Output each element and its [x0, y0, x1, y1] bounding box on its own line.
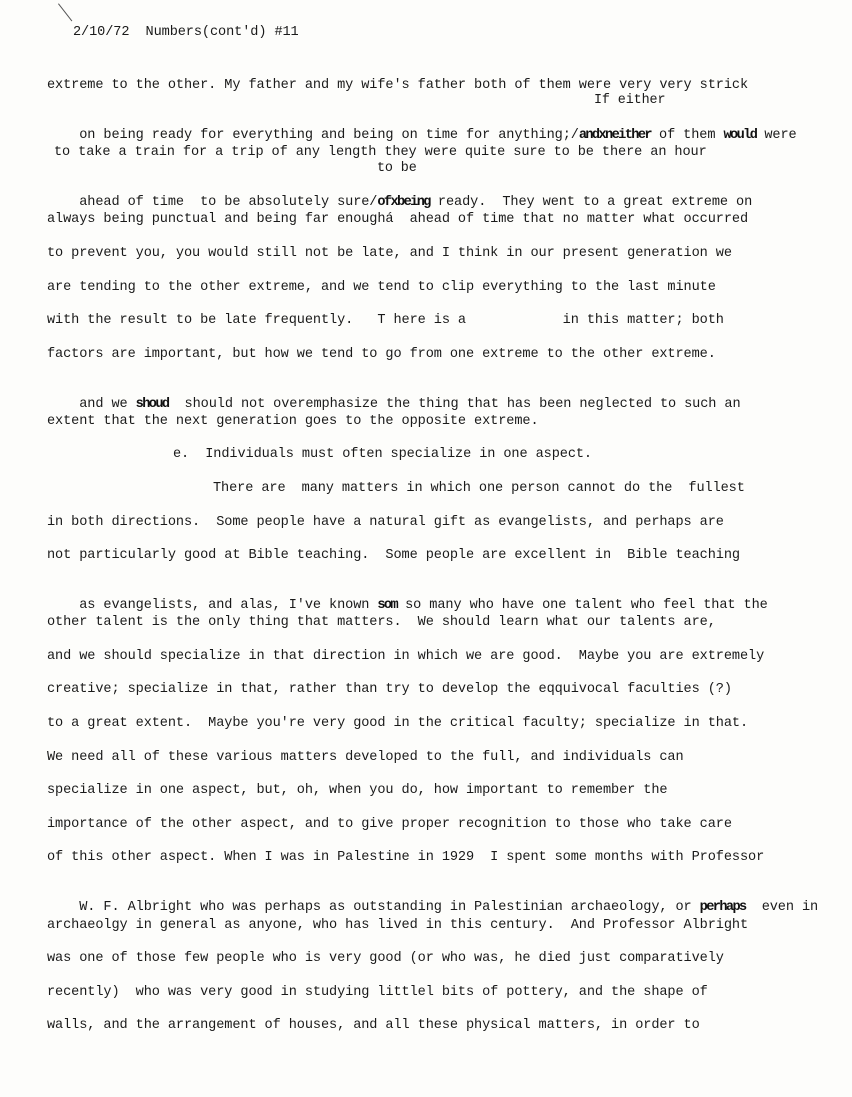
- text-line: and we should specialize in that direction in which we are good. Maybe you are extremely: [47, 649, 765, 664]
- text-line: always being punctual and being far enoughá ahead of time that no matter what occurred: [47, 212, 749, 227]
- text-segment: should not overemphasize the thing that has been neglected to such an: [168, 397, 741, 412]
- text-line: extent that the next generation goes to the opposite extreme.: [47, 414, 539, 429]
- struck-out-text: andxneither: [578, 128, 651, 143]
- inserted-text: If either: [594, 93, 666, 108]
- text-line: was one of those few people who is very good (or who was, he died just comparatively: [47, 951, 724, 966]
- text-segment: so many who have one talent who feel that the: [397, 598, 768, 613]
- inserted-text: to be: [377, 161, 417, 176]
- text-line: to prevent you, you would still not be late, and I think in our present generation we: [47, 246, 732, 261]
- text-segment: ahead of time to be absolutely sure/: [79, 195, 378, 210]
- struck-out-text: would: [723, 128, 757, 143]
- text-line: walls, and the arrangement of houses, and all these physical matters, in order to: [47, 1018, 700, 1033]
- text-line: archaeolgy in general as anyone, who has lived in this century. And Professor Albright: [47, 918, 749, 933]
- text-line: in both directions. Some people have a natural gift as evangelists, and perhaps are: [47, 515, 724, 530]
- text-line: We need all of these various matters developed to the full, and individuals can: [47, 750, 684, 765]
- text-segment: of them: [650, 128, 724, 143]
- text-line: creative; specialize in that, rather than try to develop the eqquivocal faculties (?): [47, 682, 732, 697]
- struck-out-text: perhaps: [699, 900, 746, 915]
- text-line: not particularly good at Bible teaching. Some people are excellent in Bible teaching: [47, 548, 740, 563]
- text-line: of this other aspect. When I was in Palestine in 1929 I spent some months with Professor: [47, 850, 765, 865]
- text-segment: on being ready for everything and being on time for anything;/: [79, 128, 579, 143]
- text-segment: ready. They went to a great extreme on: [429, 195, 753, 210]
- text-segment: were: [756, 128, 797, 143]
- text-segment: W. F. Albright who was perhaps as outstanding in Palestinian archaeology, or: [79, 900, 700, 915]
- struck-out-text: shoud: [135, 397, 169, 412]
- pen-mark: [58, 0, 83, 21]
- text-line: with the result to be late frequently. T here is a in this matter; both: [47, 313, 724, 328]
- text-line: to a great extent. Maybe you're very good in the critical faculty; specialize in that.: [47, 716, 749, 731]
- text-line: to take a train for a trip of any length they were quite sure to be there an hour: [54, 145, 707, 160]
- text-segment: even in: [745, 900, 819, 915]
- text-line: There are many matters in which one person cannot do the fullest: [213, 481, 745, 496]
- text-segment: and we: [79, 397, 136, 412]
- text-line: specialize in one aspect, but, oh, when you do, how important to remember the: [47, 783, 668, 798]
- struck-out-text: som: [377, 598, 398, 613]
- text-segment: as evangelists, and alas, I've known: [79, 598, 378, 613]
- struck-out-text: ofxbeing: [377, 195, 430, 210]
- section-heading: e. Individuals must often specialize in one aspect.: [173, 447, 592, 462]
- text-line: importance of the other aspect, and to give proper recognition to those who take care: [47, 817, 732, 832]
- text-line: extreme to the other. My father and my wife's father both of them were very very strick: [47, 78, 749, 93]
- page-header: 2/10/72 Numbers(cont'd) #11: [73, 25, 299, 40]
- text-line: factors are important, but how we tend to go from one extreme to the other extreme.: [47, 347, 716, 362]
- text-line: recently) who was very good in studying littlel bits of pottery, and the shape of: [47, 985, 708, 1000]
- text-line: are tending to the other extreme, and we tend to clip everything to the last minute: [47, 280, 716, 295]
- text-line: other talent is the only thing that matters. We should learn what our talents are,: [47, 615, 716, 630]
